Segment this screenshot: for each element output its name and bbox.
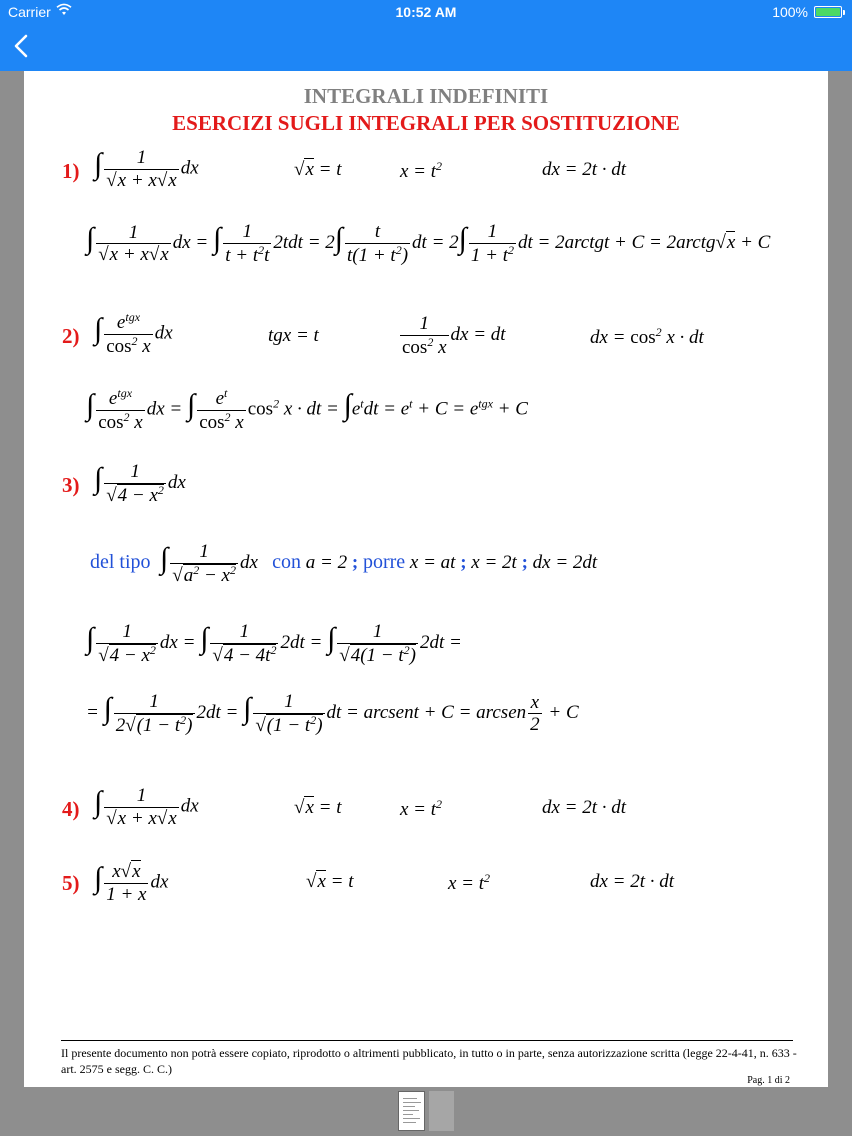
page-thumbnail[interactable] <box>429 1091 454 1131</box>
exercise-number: 4) <box>62 797 80 821</box>
formula: ∫ 1 √ x + x√ x dx <box>94 147 199 192</box>
formula: $x = t^2$ <box>448 871 491 894</box>
formula: $x = t^2$ <box>400 797 443 820</box>
back-button[interactable] <box>10 30 34 62</box>
exercise-number: 5) <box>62 871 80 895</box>
formula: dx = 2t · dt <box>542 797 627 818</box>
formula: del tipo ∫ 1 √ $a^2 - x^2$ dx con a = 2 ; porre x = at ; x = 2t ; dx = 2dt <box>90 541 597 587</box>
document-subtitle: ESERCIZI SUGLI INTEGRALI PER SOSTITUZIONE <box>172 111 680 135</box>
exercise-number: 1) <box>62 159 80 183</box>
document-page[interactable] <box>24 71 828 1087</box>
status-time: 10:52 AM <box>395 4 457 20</box>
footer-divider <box>61 1040 793 1041</box>
formula: dx = 2t · dt <box>590 871 675 892</box>
text-label: del tipo <box>90 551 151 574</box>
carrier-label: Carrier <box>8 4 51 20</box>
formula: ∫ 1 √ x + x√ x dx <box>94 785 199 830</box>
status-bar <box>0 0 852 24</box>
formula: ∫ $\frac{x√ x}{1 + x}$ dx <box>94 861 168 906</box>
thumbnail-strip <box>0 1087 852 1136</box>
text-label: con <box>272 551 302 574</box>
formula: ∫ $\frac{e^{tgx}}{\cos^2 x}$ dx <box>94 310 173 357</box>
top-bar <box>0 0 852 71</box>
page-indicator: Pag. 1 di 2 <box>747 1075 790 1086</box>
formula: √ x = t <box>306 871 353 893</box>
page-thumbnail[interactable] <box>398 1091 425 1131</box>
exercise-number: 2) <box>62 324 80 348</box>
formula: dx = $\cos^2 x$ · dt <box>590 325 704 348</box>
copyright-notice: Il presente documento non potrà essere copiato, riprodotto o altrimenti pubblicato, in tutto o in parte, senza autorizzazione scritta (legge 22-4-41, n. 633 - art. 2575 e segg. C. C.) <box>61 1046 797 1076</box>
formula: √ x = t <box>294 797 341 819</box>
battery-icon <box>814 6 842 18</box>
formula: ∫ 1 √ x + x√ x dx = ∫ $\frac{1}{t + t^2t}$ 2tdt = 2∫ $\frac{t}{t(1 + t^2)}$ dt = 2∫ $\frac{1}{1 + t^2}$ dt = 2arctgt + C = 2arctg√ x + C <box>86 221 770 267</box>
exercise-number: 3) <box>62 473 80 497</box>
text-label: porre <box>362 551 406 574</box>
formula: ∫ 1 √ $4 - x^2$ dx <box>94 461 186 507</box>
formula: $\frac{1}{\cos^2 x}$ dx = dt <box>402 313 506 358</box>
formula: ∫ 1 √ $4 - x^2$ dx = ∫ 1 √ $4 - 4t^2$ 2dt = ∫ 1 √ $4(1 - t^2)$ 2dt = <box>86 621 462 667</box>
formula: ∫ $\frac{e^{tgx}}{\cos^2 x}$ dx = ∫ $\frac{e^t}{\cos^2 x}$ $\cos^2 x$ · dt = $\int e^tdt = e^t + C = e^{tgx} + C$ <box>86 386 528 433</box>
document-title: INTEGRALI INDEFINITI <box>303 84 549 108</box>
battery-percent: 100% <box>772 4 808 20</box>
formula: √ x = t <box>294 159 341 181</box>
formula: = ∫ $\frac{1}{2√ (1 - t^2)}$ 2dt = ∫ 1 √ $(1 - t^2)$ dt = arcsent + C = arcsen $\frac{x}{2}$ + C <box>86 691 579 737</box>
formula: dx = 2t · dt <box>542 159 627 180</box>
chevron-left-icon <box>10 30 34 62</box>
formula: tgx = t <box>268 325 319 346</box>
formula: $x = t^2$ <box>400 159 443 182</box>
